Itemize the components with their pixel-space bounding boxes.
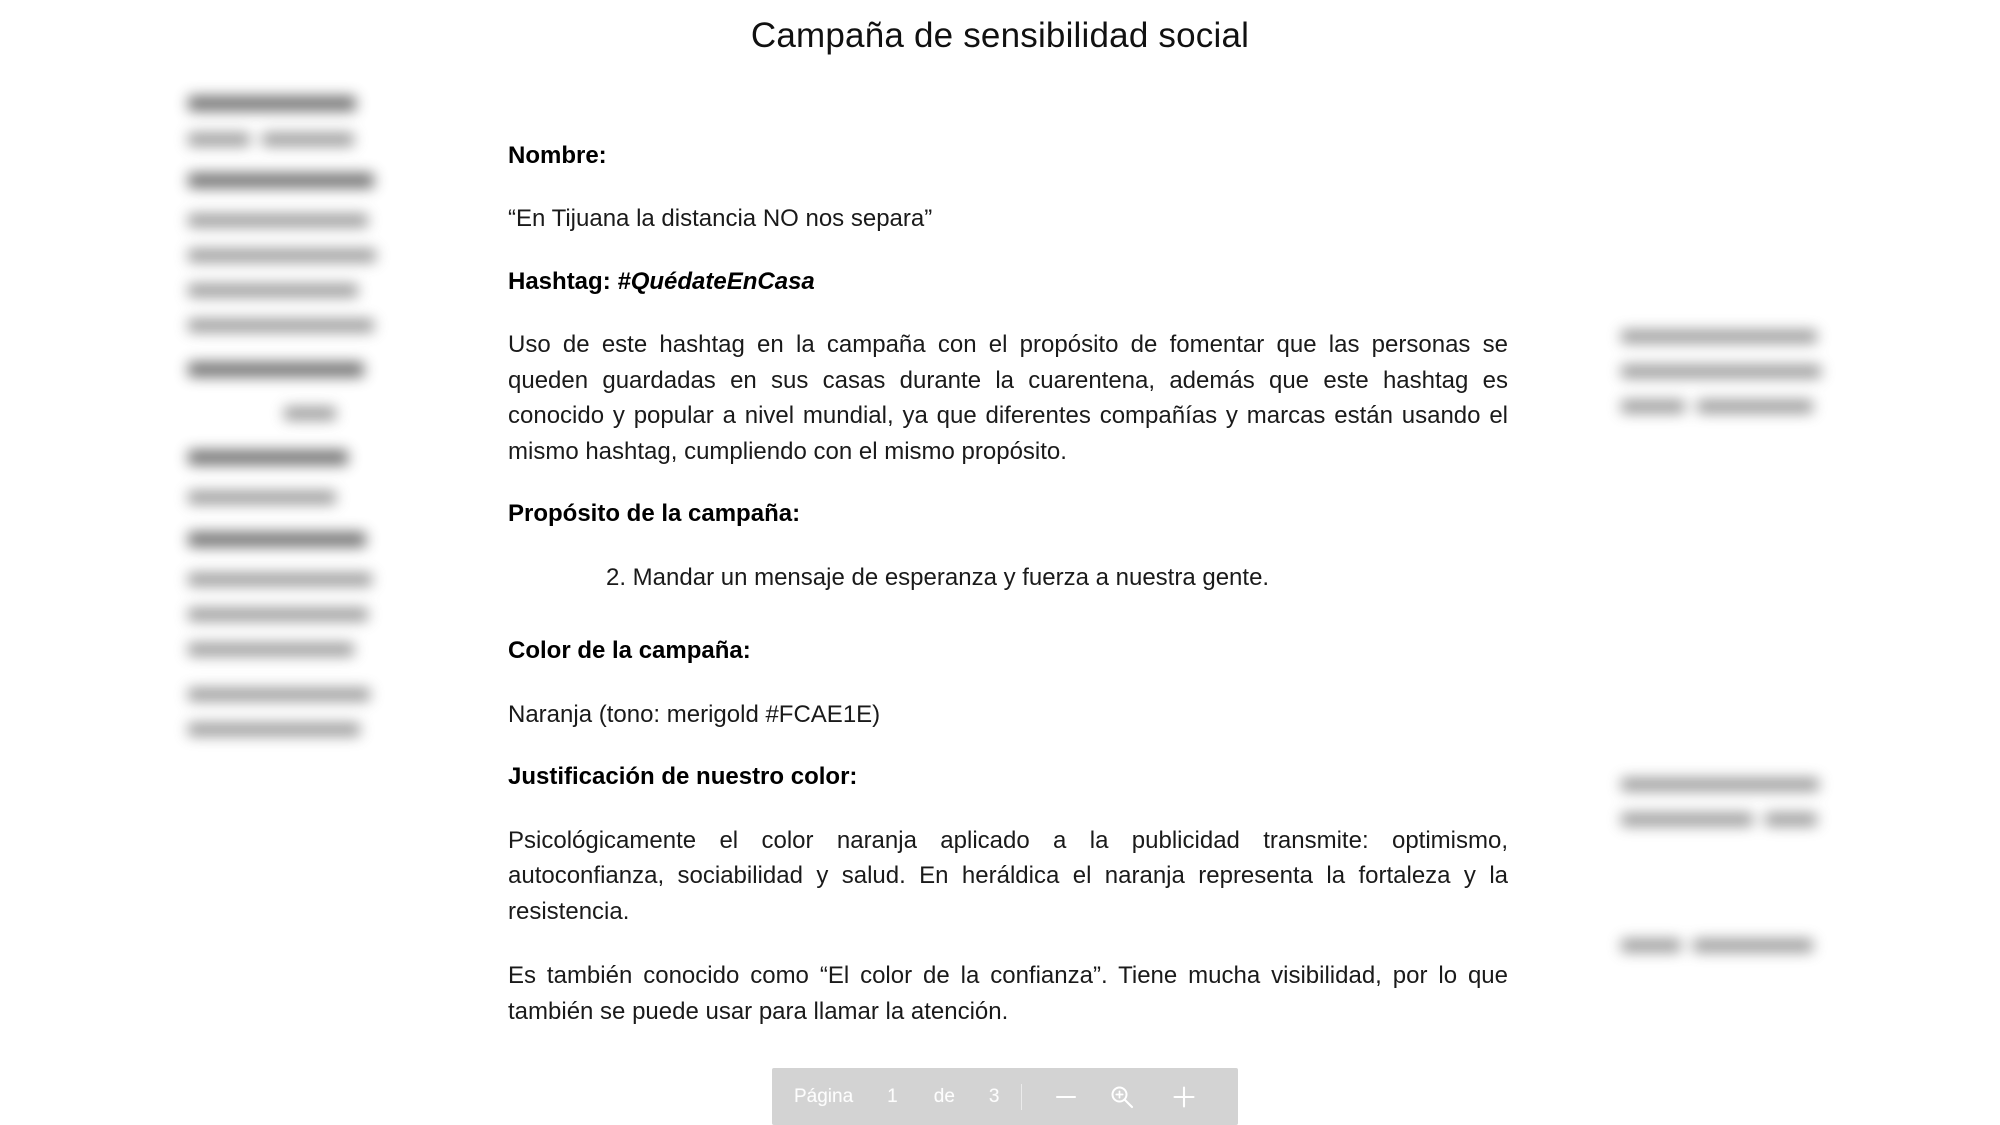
value-color: Naranja (tono: merigold #FCAE1E) [508,700,881,728]
toolbar-divider [1021,1084,1022,1110]
document-body [508,140,1508,1058]
plus-icon[interactable] [1160,1075,1208,1119]
paragraph-hashtag-explanation: Uso de este hashtag en la campaña con el propósito de fomentar que las personas se queden guardadas en sus casas durante la cuarentena, además que este hashtag es conocido y popular a nivel mundial, ya que diferentes compañías y marcas están usando el mismo hashtag, cumpliendo con el mismo propósito. [508,331,1508,465]
value-nombre: “En Tijuana la distancia NO nos separa” [508,205,933,233]
current-page-number[interactable]: 1 [887,1085,898,1107]
heading-hashtag [508,266,1508,298]
value-hashtag: #QuédateEnCasa [617,267,815,295]
paragraph-justificacion-2: Es también conocido como “El color de la confianza”. Tiene mucha visibilidad, por lo que también se puede usar para llamar la atención. [508,962,1508,1025]
heading-justificacion: Justificación de nuestro color: [508,763,858,791]
of-label: de [933,1085,955,1107]
heading-proposito: Propósito de la campaña: [508,500,801,528]
heading-color: Color de la campaña: [508,637,751,665]
minus-icon[interactable] [1042,1075,1090,1119]
heading-hashtag-label: Hashtag: [508,267,611,295]
list-item: 2. Mandar un mensaje de esperanza y fuerza a nuestra gente. [606,563,1270,591]
paragraph-justificacion-1: Psicológicamente el color naranja aplicado a la publicidad transmite: optimismo, autoconfianza, sociabilidad y salud. En heráldica el naranja representa la fortaleza y la resistencia. [508,826,1508,925]
heading-nombre: Nombre: [508,142,607,169]
page-label: Página [794,1085,854,1107]
page-title: Campaña de sensibilidad social [750,16,1250,55]
page-navigation-toolbar[interactable] [772,1068,1238,1125]
magnifier-plus-icon[interactable] [1098,1075,1146,1119]
total-pages: 3 [988,1085,1000,1107]
